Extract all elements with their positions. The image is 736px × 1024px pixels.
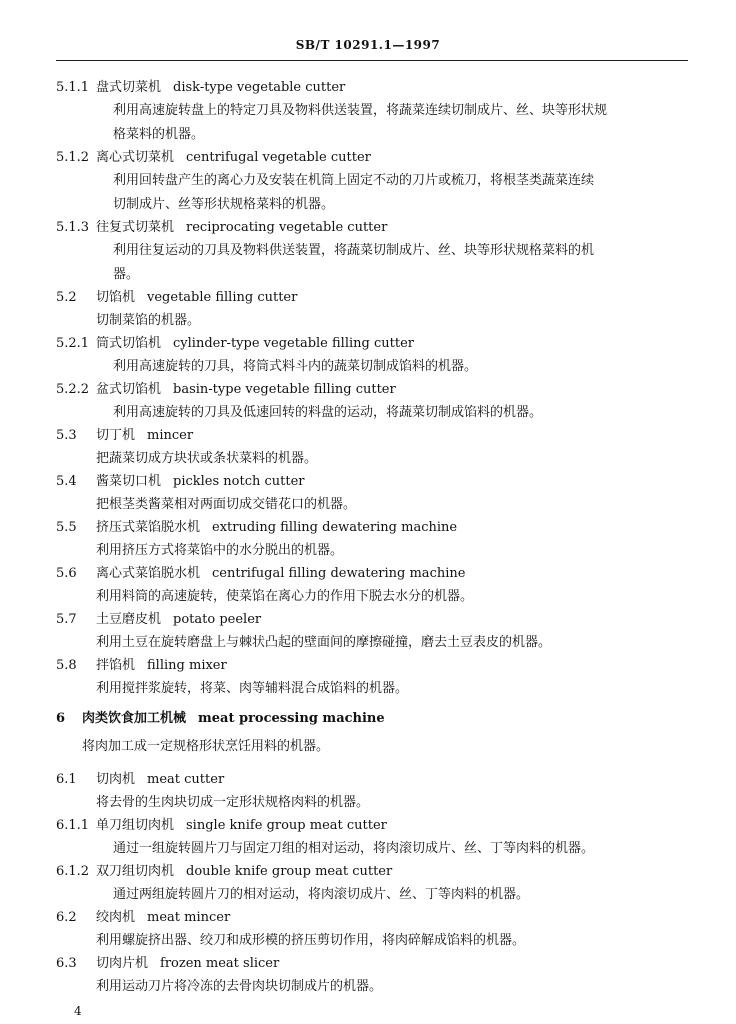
clause-title-en: meat processing machine [198, 711, 385, 726]
clause-title-group [96, 336, 414, 352]
clause-number: 5.2.1 [56, 336, 90, 351]
clause-definition: 利用高速旋转的刀具，将筒式料斗内的蔬菜切制成馅料的机器。 [113, 359, 478, 374]
clause-title-en: centrifugal vegetable cutter [186, 150, 371, 165]
clause-definition: 利用高速旋转的刀具及低速回转的料盘的运动，将蔬菜切制成馅料的机器。 [113, 405, 543, 420]
clause-title-group [96, 290, 297, 306]
clause-definition: 格菜料的机器。 [113, 127, 205, 142]
clause-definition: 利用回转盘产生的离心力及安装在机筒上固定不动的刀片或梳刀，将根茎类蔬菜连续 [113, 173, 595, 188]
clause-title-en: extruding filling dewatering machine [212, 520, 458, 535]
clause-title-en: potato peeler [173, 612, 262, 627]
clause-title-group [96, 220, 387, 236]
clause-definition: 通过两组旋转圆片刀的相对运动，将肉滚切成片、丝、丁等肉料的机器。 [113, 887, 530, 902]
clause-title-zh: 绞肉机 [96, 910, 136, 925]
clause-title-en: disk-type vegetable cutter [173, 80, 346, 95]
clause-title-zh: 切丁机 [96, 428, 136, 443]
clause-title-group [96, 658, 227, 674]
clause-title-zh: 筒式切馅机 [96, 336, 162, 351]
clause-definition: 器。 [113, 267, 140, 282]
clause-number: 5.7 [56, 612, 77, 627]
clause-definition: 切制成片、丝等形状规格菜料的机器。 [113, 197, 335, 212]
clause-title-en: vegetable filling cutter [147, 290, 298, 305]
clause-title-zh: 拌馅机 [96, 658, 136, 673]
standard-header: SB/T 10291.1—1997 [295, 38, 441, 52]
clause-title-zh: 盆式切馅机 [96, 382, 162, 397]
clause-number: 5.5 [56, 520, 77, 535]
clause-number: 5.3 [56, 428, 77, 443]
clause-title-en: cylinder-type vegetable filling cutter [173, 336, 414, 351]
clause-title-en: reciprocating vegetable cutter [186, 220, 388, 235]
clause-title-en: frozen meat slicer [160, 956, 280, 971]
clause-title-en: mincer [147, 428, 194, 443]
clause-definition: 利用挤压方式将菜馅中的水分脱出的机器。 [96, 543, 344, 558]
clause-title-zh: 切馅机 [96, 290, 136, 305]
clause-definition: 利用料筒的高速旋转，使菜馅在离心力的作用下脱去水分的机器。 [96, 589, 474, 604]
clause-number: 5.8 [56, 658, 77, 673]
clause-definition: 利用土豆在旋转磨盘上与棘状凸起的壁面间的摩擦碰撞，磨去土豆表皮的机器。 [96, 635, 552, 650]
clause-title-zh: 肉类饮食加工机械 [82, 711, 187, 726]
clause-title-group [96, 772, 224, 788]
clause-title-zh: 往复式切菜机 [96, 220, 175, 235]
clause-title-group [96, 474, 305, 490]
clause-definition: 利用往复运动的刀具及物料供送装置，将蔬菜切制成片、丝、块等形状规格菜料的机 [113, 243, 595, 258]
clause-number: 6.2 [56, 910, 77, 925]
clause-definition: 将肉加工成一定规格形状烹饪用料的机器。 [82, 739, 330, 754]
clause-title-en: double knife group meat cutter [186, 864, 393, 879]
clause-definition: 通过一组旋转圆片刀与固定刀组的相对运动，将肉滚切成片、丝、丁等肉料的机器。 [113, 841, 595, 856]
clause-number: 5.1.3 [56, 220, 90, 235]
clause-title-zh: 挤压式菜馅脱水机 [96, 520, 201, 535]
clause-title-zh: 土豆磨皮机 [96, 612, 162, 627]
clause-definition: 利用螺旋挤出器、绞刀和成形模的挤压剪切作用，将肉碎解成馅料的机器。 [96, 933, 526, 948]
clause-title-group [96, 956, 279, 972]
clause-title-zh: 离心式切菜机 [96, 150, 175, 165]
clause-title-zh: 盘式切菜机 [96, 80, 162, 95]
clause-number: 5.6 [56, 566, 77, 581]
clause-definition: 将去骨的生肉块切成一定形状规格肉料的机器。 [96, 795, 370, 810]
clause-title-zh: 切肉片机 [96, 956, 149, 971]
clause-title-en: meat mincer [147, 910, 231, 925]
clause-title-zh: 离心式菜馅脱水机 [96, 566, 201, 581]
clause-title-zh: 双刀组切肉机 [96, 864, 175, 879]
clause-definition: 利用运动刀片将冷冻的去骨肉块切制成片的机器。 [96, 979, 383, 994]
clause-title-en: pickles notch cutter [173, 474, 305, 489]
clause-number: 5.1.2 [56, 150, 90, 165]
clause-title-group [82, 711, 385, 727]
clause-title-group [96, 864, 392, 880]
clause-number: 6.3 [56, 956, 77, 971]
clause-title-zh: 酱菜切口机 [96, 474, 162, 489]
clause-title-en: filling mixer [147, 658, 227, 673]
clause-number: 6.1.2 [56, 864, 90, 879]
clause-title-group [96, 566, 465, 582]
page-number: 4 [74, 1004, 82, 1018]
clause-title-group [96, 818, 387, 834]
clause-title-en: single knife group meat cutter [186, 818, 387, 833]
clause-definition: 切制菜馅的机器。 [96, 313, 201, 328]
clause-number: 5.2 [56, 290, 77, 305]
clause-number: 5.1.1 [56, 80, 90, 95]
clause-definition: 利用高速旋转盘上的特定刀具及物料供送装置，将蔬菜连续切制成片、丝、块等形状规 [113, 103, 608, 118]
clause-definition: 把根茎类酱菜相对两面切成交错花口的机器。 [96, 497, 357, 512]
clause-title-en: meat cutter [147, 772, 225, 787]
clause-title-group [96, 520, 457, 536]
clause-title-group [96, 150, 371, 166]
clause-number: 5.2.2 [56, 382, 90, 397]
clause-title-zh: 单刀组切肉机 [96, 818, 175, 833]
clause-number: 6.1 [56, 772, 77, 787]
clause-title-group [96, 612, 261, 628]
clause-definition: 利用搅拌浆旋转，将菜、肉等辅料混合成馅料的机器。 [96, 681, 409, 696]
clause-title-group [96, 428, 193, 444]
clause-title-en: basin-type vegetable filling cutter [173, 382, 396, 397]
clause-number: 6.1.1 [56, 818, 90, 833]
clause-title-group [96, 80, 345, 96]
clause-title-en: centrifugal filling dewatering machine [212, 566, 466, 581]
header-rule [56, 60, 688, 61]
clause-title-zh: 切肉机 [96, 772, 136, 787]
clause-definition: 把蔬菜切成方块状或条状菜料的机器。 [96, 451, 318, 466]
clause-title-group [96, 910, 230, 926]
clause-number: 6 [56, 711, 66, 726]
clause-number: 5.4 [56, 474, 77, 489]
clause-title-group [96, 382, 396, 398]
